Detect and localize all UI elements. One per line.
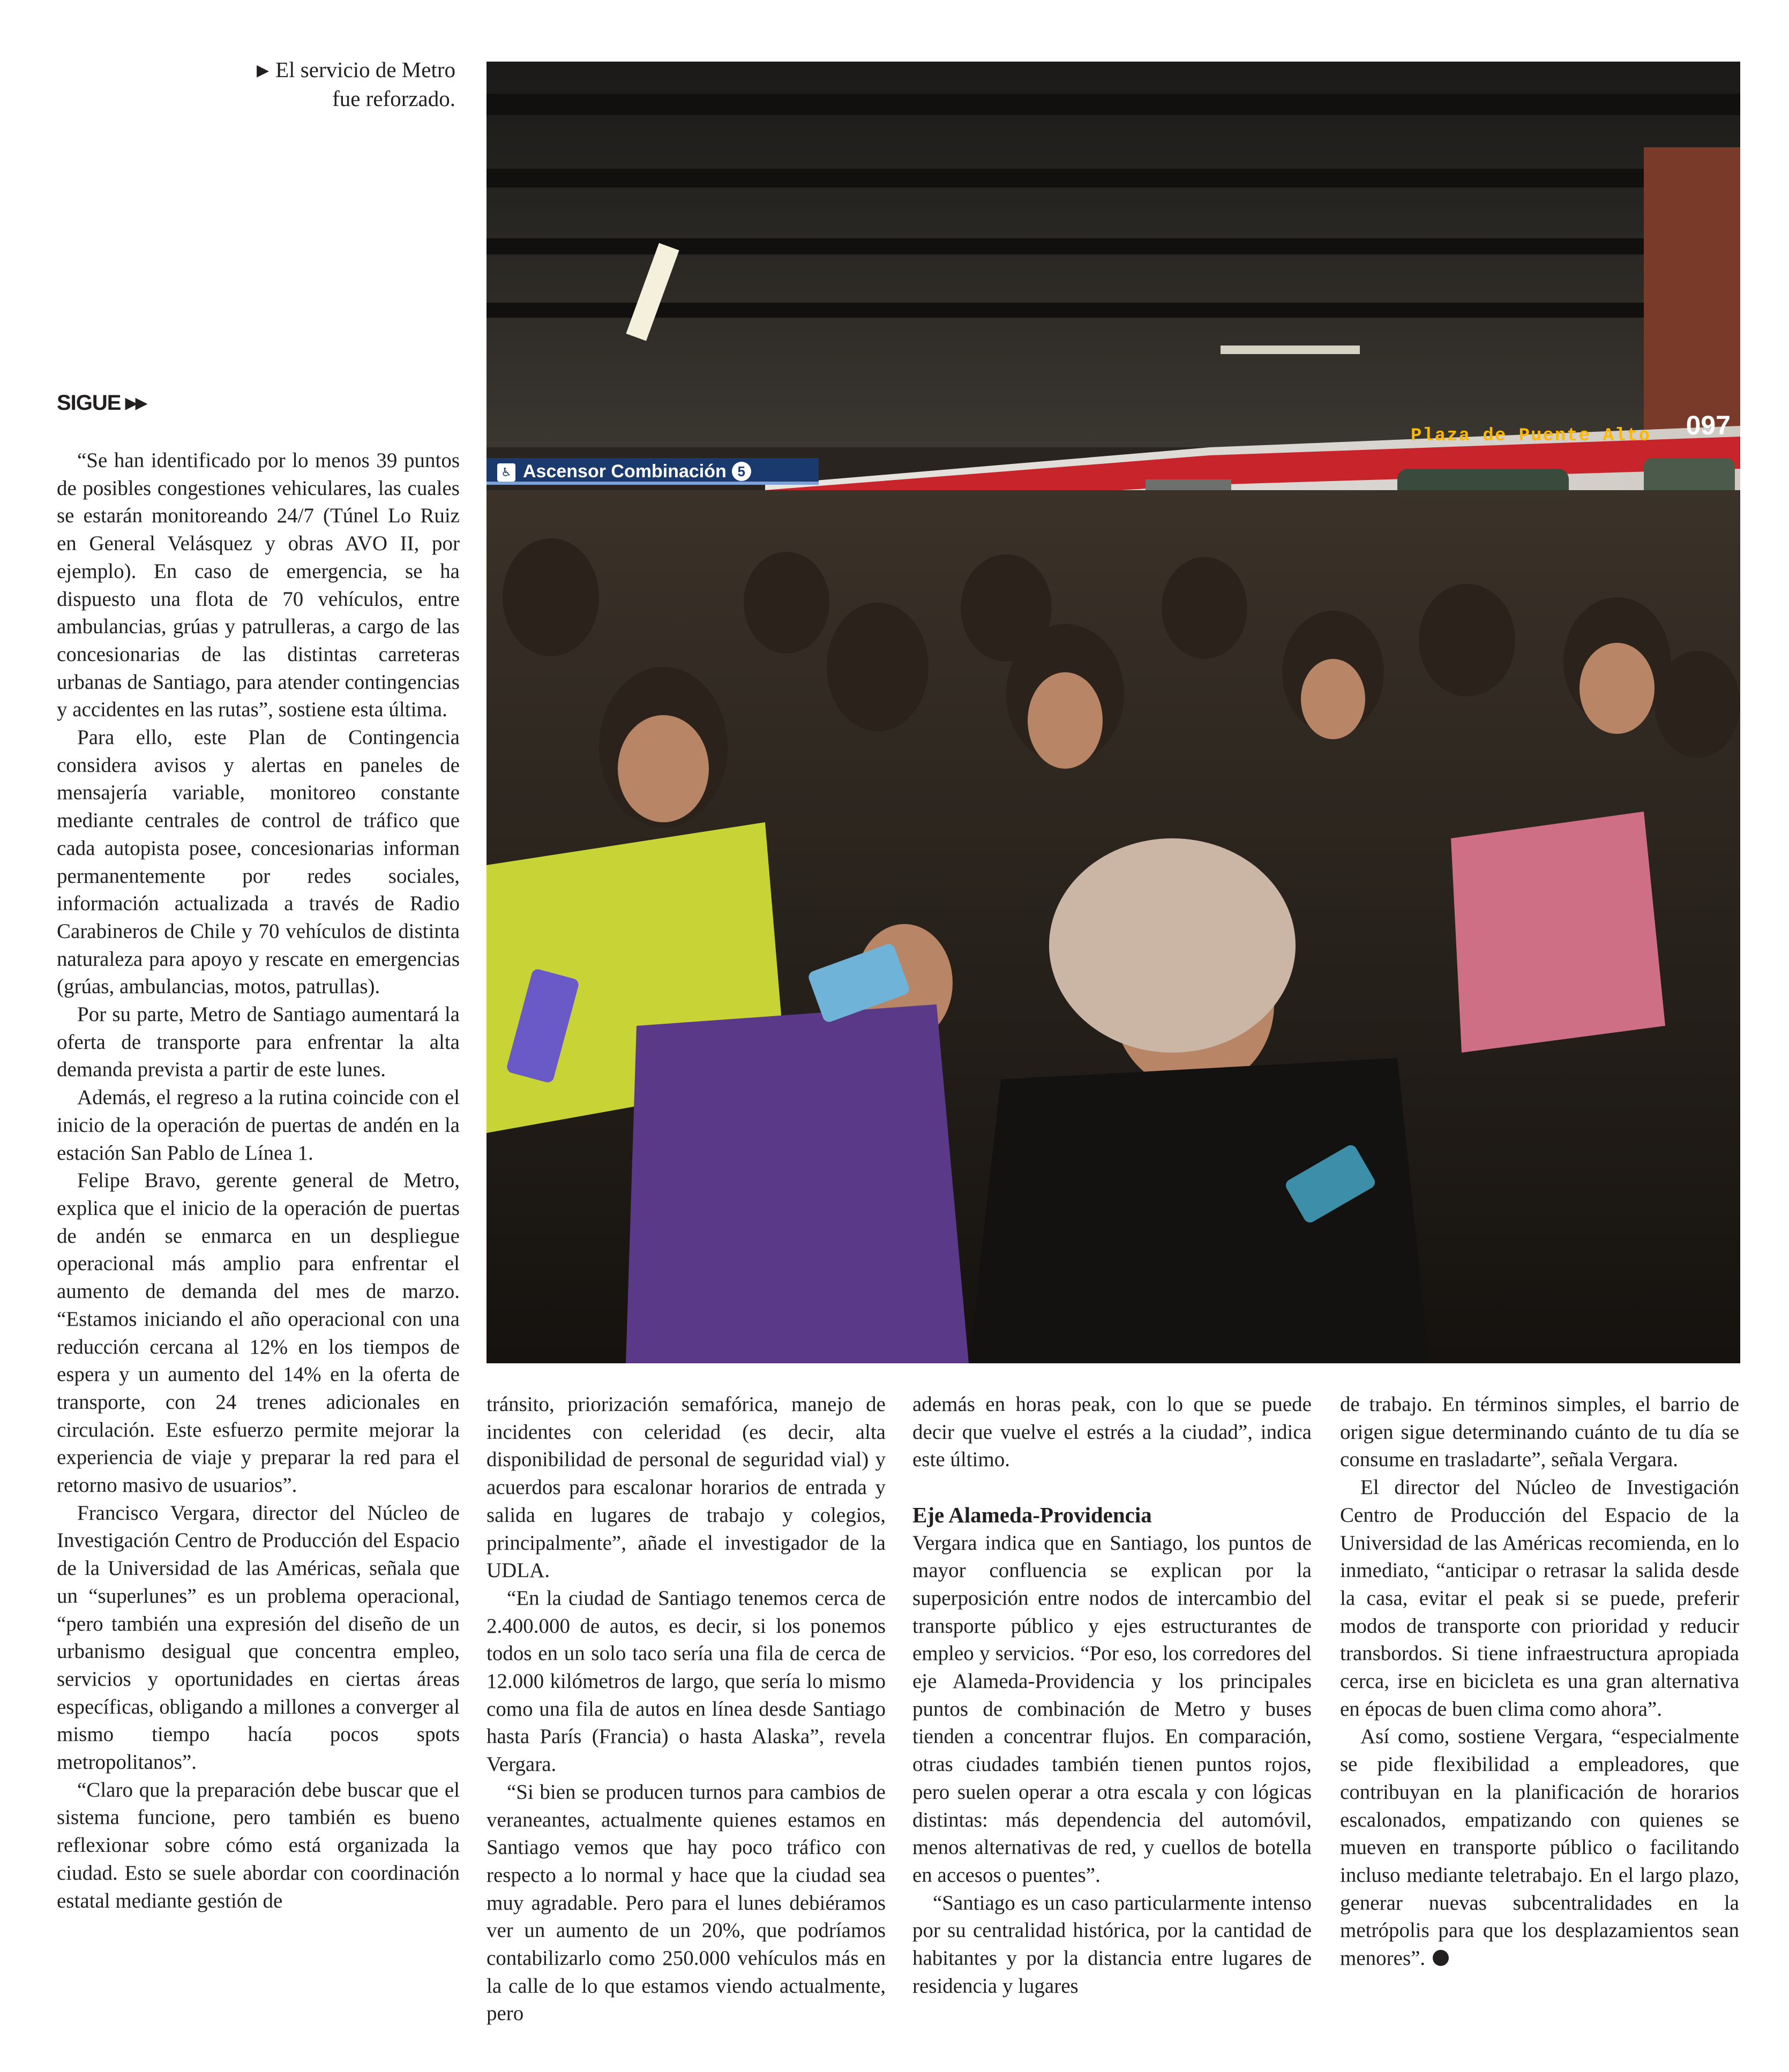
paragraph: “Si bien se producen turnos para cambios de veraneantes, actualmente quienes estamos en Santiago vemos que hay poco tráfico con respecto a lo normal y hace que la ciudad sea muy agradable. Pero para el lunes debiéramos ver un aumento de un 20%, que podríamos contabilizarlo como 250.000 vehículos más en la calle de lo que estamos viendo actualmente, pero	[486, 1780, 886, 2025]
article-column-3	[912, 1391, 1312, 2000]
train-number: 097	[1686, 410, 1731, 440]
elevator-sign-text: Ascensor Combinación	[523, 461, 727, 482]
paragraph: “En la ciudad de Santiago tenemos cerca de 2.400.000 de autos, es decir, si los ponemos todos en un solo taco sería una fila de cerca de 12.000 kilómetros de largo, que sería lo mismo como una fila de autos en línea desde Santiago hasta París (Francia) o hasta Alaska”, revela Vergara.	[486, 1586, 886, 1776]
article-column-4	[1340, 1391, 1739, 1972]
accessibility-icon: ♿	[497, 463, 515, 482]
caption-line-1: El servicio de Metro	[275, 57, 455, 82]
paragraph: “Claro que la preparación debe buscar que el sistema funcione, pero también es bueno reflexionar sobre cómo está organizada la ciudad. Esto se suele abordar con coordinación estatal mediante gestión de	[57, 1778, 460, 1912]
paragraph	[1340, 1723, 1739, 1972]
photo-caption	[161, 56, 455, 112]
paragraph: de trabajo. En términos simples, el barrio de origen sigue determinando cuánto de tu día se consume en trasladarte”, señala Vergara.	[1340, 1393, 1739, 1472]
continue-label: SIGUE	[57, 391, 121, 415]
caption-line-2: fue reforzado.	[332, 86, 455, 111]
article-column-1	[57, 447, 460, 1915]
final-paragraph-text: Así como, sostiene Vergara, “especialmente se pide flexibilidad a empleadores, que contribuyan en la planificación de horarios escalonados, empatizando con quienes se mueven en transporte público o facilitando incluso mediante teletrabajo. En el largo plazo, generar nuevas subcentralidades en la metrópolis para que los desplazamientos sean menores”.	[1340, 1725, 1739, 1970]
article-column-2	[486, 1391, 886, 2028]
paragraph: “Se han identificado por lo menos 39 puntos de posibles congestiones vehiculares, las cuales se estarán monitoreando 24/7 (Túnel Lo Ruiz en General Velásquez y obras AVO II, por ejemplo). En caso de emergencia, se ha dispuesto una flota de 70 vehículos, entre ambulancias, grúas y patrulleras, a cargo de las concesionarias de las distintas carreteras urbanas de Santiago, para atender contingencias y accidentes en las rutas”, sostiene esta última.	[57, 449, 460, 722]
paragraph: “Santiago es un caso particularmente intenso por su centralidad histórica, por la cantidad de habitantes y por la distancia entre lugares de residencia y lugares	[912, 1891, 1312, 1998]
paragraph: Por su parte, Metro de Santiago aumentará la oferta de transporte para enfrentar la alta demanda prevista a partir de este lunes.	[57, 1003, 460, 1082]
double-arrow-icon: ▶▶	[125, 394, 146, 412]
paragraph: El director del Núcleo de Investigación Centro de Producción del Espacio de la Universidad de las Américas recomienda, en lo inmediato, “anticipar o retrasar la salida desde la casa, evitar el peak si se puede, preferir modos de transporte con prioridad y reducir transbordos. Si tiene infraestructura apropiada cerca, irse en bicicleta es una gran alternativa en épocas de buen clima como ahora”.	[1340, 1476, 1739, 1721]
paragraph: Para ello, este Plan de Contingencia considera avisos y alertas en paneles de mensajería variable, monitoreo constante mediante centrales de control de tráfico que cada autopista posee, concesionarias informan permanentemente por redes sociales, información actualizada a través de Radio Carabineros de Chile y 70 vehículos de distinta naturaleza para apoyo y rescate en emergencias (grúas, ambulancias, motos, patrullas).	[57, 726, 460, 999]
subheading: Eje Alameda-Providencia	[912, 1502, 1152, 1527]
line-number-badge: 5	[732, 462, 751, 481]
paragraph: además en horas peak, con lo que se puede decir que vuelve el estrés a la ciudad”, indica este último.	[912, 1393, 1312, 1472]
crowd-illustration	[486, 62, 1740, 1363]
elevator-sign	[486, 458, 819, 485]
continue-marker	[57, 391, 146, 415]
train-destination-display: Plaza de Puente Alto	[1411, 426, 1651, 446]
metro-platform-photo	[486, 62, 1740, 1363]
end-of-article-icon	[1433, 1950, 1449, 1966]
paragraph: Felipe Bravo, gerente general de Metro, explica que el inicio de la operación de puertas de andén se enmarca en un despliegue operacional más amplio para enfrentar el aumento de demanda del mes de marzo. “Estamos iniciando el año operacional con una reducción cercana al 12% en los tiempos de espera y un aumento del 14% en la oferta de transporte, con 24 trenes adicionales en circulación. Este esfuerzo permite mejorar la experiencia de viaje y preparar la red para el retorno masivo de usuarios”.	[57, 1169, 460, 1497]
paragraph: tránsito, priorización semafórica, manejo de incidentes con celeridad (es decir, alta disponibilidad de personal de seguridad vial) y acuerdos para escalonar horarios de entrada y salida en lugares de trabajo y colegios, principalmente”, añade el investigador de la UDLA.	[486, 1393, 886, 1582]
caption-triangle-icon: ▶	[257, 62, 270, 79]
paragraph: Francisco Vergara, director del Núcleo de Investigación Centro de Producción del Espacio de la Universidad de las Américas, señala que un “superlunes” es un problema operacional, “pero también una expresión del diseño de un urbanismo desigual que concentra empleo, servicios y oportunidades en ciertas áreas específicas, obligando a millones a converger al mismo tiempo hacía pocos spots metropolitanos”.	[57, 1501, 460, 1774]
paragraph: Además, el regreso a la rutina coincide con el inicio de la operación de puertas de andén en la estación San Pablo de Línea 1.	[57, 1086, 460, 1165]
paragraph: Vergara indica que en Santiago, los puntos de mayor confluencia se explican por la superposición entre nodos de intercambio del transporte público y ejes estructurantes de empleo y servicios. “Por eso, los corredores del eje Alameda-Providencia y los principales puntos de combinación de Metro y buses tienden a concentrar flujos. En comparación, otras ciudades también tienen puntos rojos, pero suelen operar a otra escala y con lógicas distintas: más dependencia del automóvil, menos alternativas de red, y cuellos de botella en accesos o puentes”.	[912, 1531, 1312, 1887]
